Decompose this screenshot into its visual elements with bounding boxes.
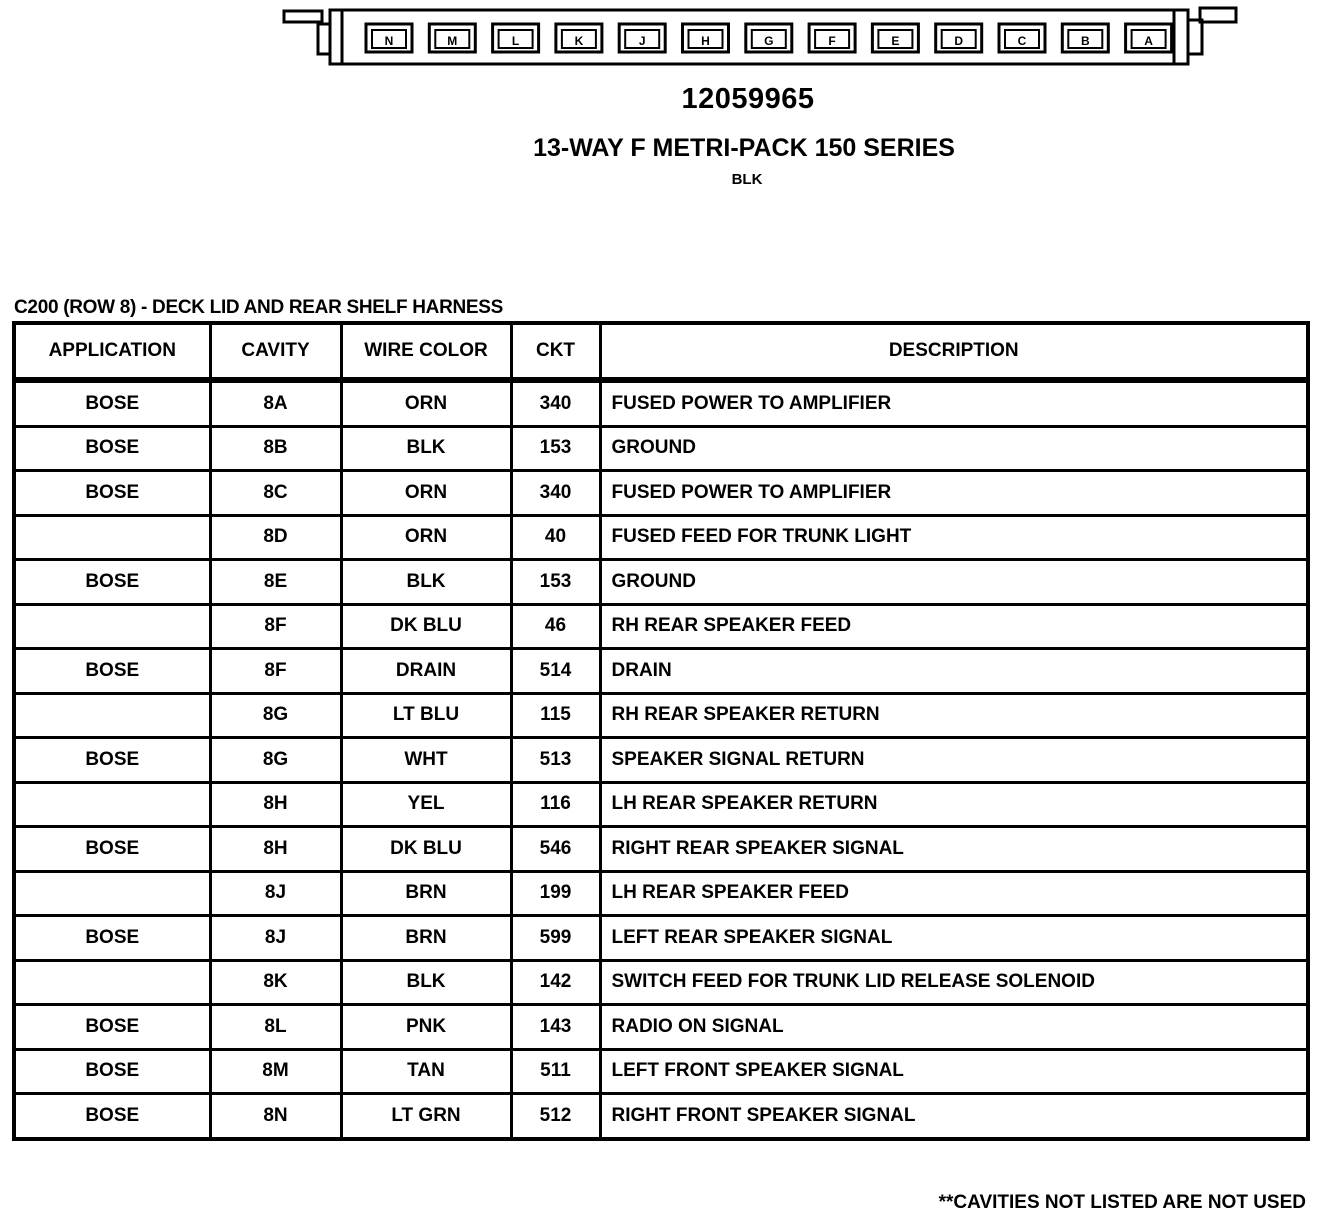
connector-cavity-label: A xyxy=(1144,34,1153,48)
cell-ckt: 514 xyxy=(511,649,600,694)
header-cavity: CAVITY xyxy=(210,323,341,380)
cell-ckt: 153 xyxy=(511,560,600,605)
cell-description: SWITCH FEED FOR TRUNK LID RELEASE SOLENOID xyxy=(600,960,1308,1005)
cell-ckt: 513 xyxy=(511,738,600,783)
cell-wire-color: TAN xyxy=(341,1049,511,1094)
cell-description: GROUND xyxy=(600,560,1308,605)
cell-ckt: 40 xyxy=(511,515,600,560)
cell-wire-color: ORN xyxy=(341,471,511,516)
table-row xyxy=(14,960,1308,1005)
cell-cavity: 8F xyxy=(210,604,341,649)
connector-cavity xyxy=(366,24,412,52)
cell-ckt: 115 xyxy=(511,693,600,738)
cell-cavity: 8H xyxy=(210,782,341,827)
cell-ckt: 143 xyxy=(511,1005,600,1050)
table-row xyxy=(14,560,1308,605)
connector-cavity-label: H xyxy=(701,34,710,48)
cell-description: FUSED FEED FOR TRUNK LIGHT xyxy=(600,515,1308,560)
connector-cavity xyxy=(1062,24,1108,52)
connector-cavity-label: E xyxy=(891,34,900,48)
cell-wire-color: BRN xyxy=(341,916,511,961)
cell-cavity: 8G xyxy=(210,693,341,738)
cell-description: LH REAR SPEAKER RETURN xyxy=(600,782,1308,827)
cell-ckt: 340 xyxy=(511,471,600,516)
connector-series: 13-WAY F METRI-PACK 150 SERIES xyxy=(533,134,955,162)
cell-ckt: 199 xyxy=(511,871,600,916)
connector-cavity-label: C xyxy=(1017,34,1027,48)
cell-application xyxy=(14,960,210,1005)
cell-ckt: 153 xyxy=(511,426,600,471)
connector-left-latch xyxy=(318,24,330,54)
cell-wire-color: BLK xyxy=(341,426,511,471)
part-number: 12059965 xyxy=(681,83,815,115)
table-row xyxy=(14,1005,1308,1050)
cell-application: BOSE xyxy=(14,471,210,516)
header-ckt: CKT xyxy=(511,323,600,380)
cell-description: RH REAR SPEAKER RETURN xyxy=(600,693,1308,738)
connector-cavity xyxy=(619,24,665,52)
cell-application: BOSE xyxy=(14,426,210,471)
table-row xyxy=(14,426,1308,471)
table-row xyxy=(14,827,1308,872)
cell-application: BOSE xyxy=(14,916,210,961)
cell-description: SPEAKER SIGNAL RETURN xyxy=(600,738,1308,783)
connector-cavity-label: K xyxy=(574,34,584,48)
connector-cavity-label: B xyxy=(1080,34,1090,48)
connector-right-flange xyxy=(1200,8,1236,22)
connector-diagram xyxy=(282,6,1240,66)
cell-cavity: 8E xyxy=(210,560,341,605)
cell-cavity: 8M xyxy=(210,1049,341,1094)
header-wire-color: WIRE COLOR xyxy=(341,323,511,380)
cell-cavity: 8L xyxy=(210,1005,341,1050)
connector-cavity xyxy=(493,24,539,52)
header-application: APPLICATION xyxy=(14,323,210,380)
connector-cavity-label: N xyxy=(384,34,394,48)
cell-ckt: 599 xyxy=(511,916,600,961)
cell-description: RIGHT REAR SPEAKER SIGNAL xyxy=(600,827,1308,872)
table-row xyxy=(14,738,1308,783)
cell-application xyxy=(14,693,210,738)
table-row xyxy=(14,649,1308,694)
cell-ckt: 340 xyxy=(511,380,600,426)
cell-wire-color: WHT xyxy=(341,738,511,783)
table-body xyxy=(14,380,1308,1139)
cell-description: FUSED POWER TO AMPLIFIER xyxy=(600,380,1308,426)
cell-ckt: 116 xyxy=(511,782,600,827)
cell-cavity: 8H xyxy=(210,827,341,872)
cell-wire-color: ORN xyxy=(341,515,511,560)
cell-cavity: 8J xyxy=(210,916,341,961)
table-row xyxy=(14,380,1308,426)
table-row xyxy=(14,782,1308,827)
connector-cavity xyxy=(683,24,729,52)
cell-wire-color: DRAIN xyxy=(341,649,511,694)
connector-cavity xyxy=(746,24,792,52)
cell-application: BOSE xyxy=(14,827,210,872)
cell-description: LEFT FRONT SPEAKER SIGNAL xyxy=(600,1049,1308,1094)
cell-application: BOSE xyxy=(14,380,210,426)
cell-ckt: 546 xyxy=(511,827,600,872)
cell-description: FUSED POWER TO AMPLIFIER xyxy=(600,471,1308,516)
cell-cavity: 8F xyxy=(210,649,341,694)
connector-color: BLK xyxy=(731,171,763,188)
cell-wire-color: DK BLU xyxy=(341,827,511,872)
table-row xyxy=(14,515,1308,560)
connector-right-latch xyxy=(1188,20,1202,54)
connector-cavity-label: M xyxy=(447,34,458,48)
connector-cavity xyxy=(809,24,855,52)
cell-description: LEFT REAR SPEAKER SIGNAL xyxy=(600,916,1308,961)
table-row xyxy=(14,916,1308,961)
cell-ckt: 512 xyxy=(511,1094,600,1139)
cell-ckt: 46 xyxy=(511,604,600,649)
header-description: DESCRIPTION xyxy=(600,323,1308,380)
cell-wire-color: LT GRN xyxy=(341,1094,511,1139)
connector-cavity xyxy=(999,24,1045,52)
cavity-group xyxy=(366,24,1172,52)
connector-cavity xyxy=(872,24,918,52)
cell-wire-color: BRN xyxy=(341,871,511,916)
table-row xyxy=(14,871,1308,916)
table-row xyxy=(14,604,1308,649)
cell-description: LH REAR SPEAKER FEED xyxy=(600,871,1308,916)
cell-cavity: 8A xyxy=(210,380,341,426)
connector-cavity xyxy=(556,24,602,52)
cell-application xyxy=(14,871,210,916)
cell-description: DRAIN xyxy=(600,649,1308,694)
cell-wire-color: DK BLU xyxy=(341,604,511,649)
cell-ckt: 511 xyxy=(511,1049,600,1094)
connector-cavity xyxy=(429,24,475,52)
cell-application: BOSE xyxy=(14,560,210,605)
cell-cavity: 8G xyxy=(210,738,341,783)
connector-cavity-label: D xyxy=(954,34,964,48)
cell-wire-color: ORN xyxy=(341,380,511,426)
cell-description: GROUND xyxy=(600,426,1308,471)
cell-description: RADIO ON SIGNAL xyxy=(600,1005,1308,1050)
table-row xyxy=(14,1049,1308,1094)
cell-cavity: 8N xyxy=(210,1094,341,1139)
table-row xyxy=(14,471,1308,516)
connector-cavity-label: J xyxy=(638,34,646,48)
cell-ckt: 142 xyxy=(511,960,600,1005)
table-row xyxy=(14,693,1308,738)
cell-wire-color: LT BLU xyxy=(341,693,511,738)
cell-application: BOSE xyxy=(14,1049,210,1094)
cell-cavity: 8J xyxy=(210,871,341,916)
cell-application: BOSE xyxy=(14,738,210,783)
connector-cavity-label: G xyxy=(764,34,774,48)
cell-cavity: 8K xyxy=(210,960,341,1005)
cell-application: BOSE xyxy=(14,1005,210,1050)
cell-application xyxy=(14,515,210,560)
harness-title: C200 (ROW 8) - DECK LID AND REAR SHELF HARNESS xyxy=(14,297,504,318)
table-header-row xyxy=(14,323,1308,380)
cell-wire-color: YEL xyxy=(341,782,511,827)
cell-wire-color: BLK xyxy=(341,960,511,1005)
connector-left-flange xyxy=(284,11,322,22)
connector-cavity-label: F xyxy=(828,34,836,48)
table-row xyxy=(14,1094,1308,1139)
connector-cavity xyxy=(936,24,982,52)
cell-wire-color: BLK xyxy=(341,560,511,605)
cell-wire-color: PNK xyxy=(341,1005,511,1050)
connector-cavity-label: L xyxy=(511,34,520,48)
cell-description: RIGHT FRONT SPEAKER SIGNAL xyxy=(600,1094,1308,1139)
pinout-table xyxy=(12,321,1310,1141)
footnote: **CAVITIES NOT LISTED ARE NOT USED xyxy=(938,1192,1306,1213)
cell-application: BOSE xyxy=(14,1094,210,1139)
cell-cavity: 8D xyxy=(210,515,341,560)
cell-application: BOSE xyxy=(14,649,210,694)
cell-cavity: 8B xyxy=(210,426,341,471)
cell-application xyxy=(14,604,210,649)
cell-application xyxy=(14,782,210,827)
cell-description: RH REAR SPEAKER FEED xyxy=(600,604,1308,649)
connector-housing xyxy=(330,10,1188,64)
connector-cavity xyxy=(1126,24,1172,52)
cell-cavity: 8C xyxy=(210,471,341,516)
